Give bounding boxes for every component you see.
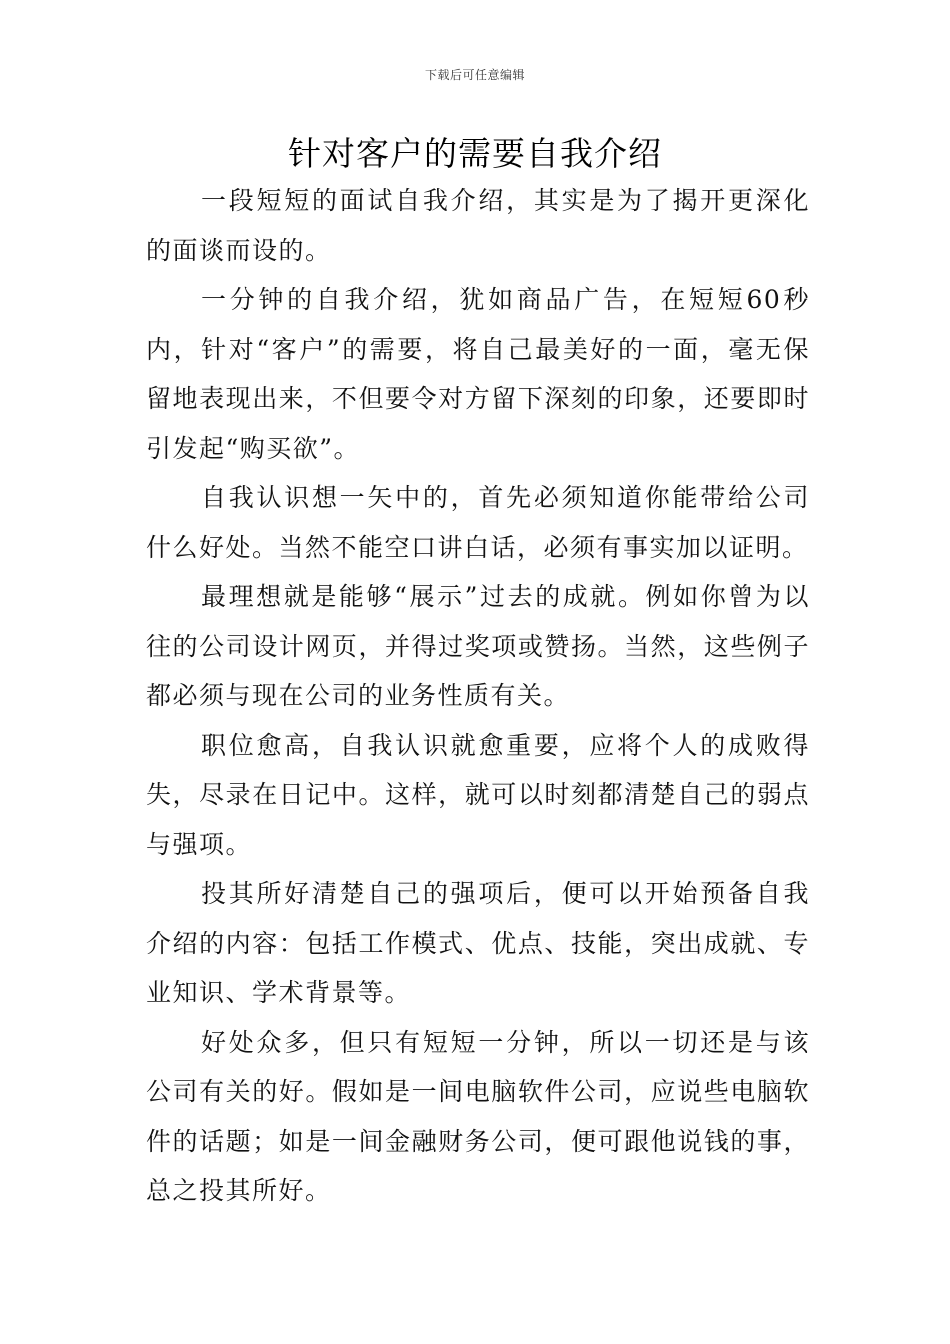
paragraph-7: 好处众多，但只有短短一分钟，所以一切还是与该公司有关的好。假如是一间电脑软件公司，应说些电脑软件的话题；如是一间金融财务公司，便可跟他说钱的事，总之投其所好。 [146, 1027, 810, 1205]
page-title: 针对客户的需要自我介绍 [288, 134, 662, 173]
header-note: 下载后可任意编辑 [424, 68, 525, 82]
paragraph-2: 一分钟的自我介绍，犹如商品广告，在短短60秒内，针对“客户”的需要，将自己最美好的一面，毫无保留地表现出来，不但要令对方留下深刻的印象，还要即时引发起“购买欲”。 [146, 285, 810, 463]
paragraph-5: 职位愈高，自我认识就愈重要，应将个人的成败得失，尽录在日记中。这样，就可以时刻都清楚自己的弱点与强项。 [146, 730, 810, 859]
paragraph-4: 最理想就是能够“展示”过去的成就。例如你曾为以往的公司设计网页，并得过奖项或赞扬。当然，这些例子都必须与现在公司的业务性质有关。 [146, 582, 810, 710]
document-body [146, 176, 810, 1216]
paragraph-3: 自我认识想一矢中的，首先必须知道你能带给公司什么好处。当然不能空口讲白话，必须有事实加以证明。 [146, 483, 810, 562]
paragraph-1: 一段短短的面试自我介绍，其实是为了揭开更深化的面谈而设的。 [146, 186, 810, 265]
paragraph-6: 投其所好清楚自己的强项后，便可以开始预备自我介绍的内容：包括工作模式、优点、技能，突出成就、专业知识、学术背景等。 [146, 879, 810, 1007]
